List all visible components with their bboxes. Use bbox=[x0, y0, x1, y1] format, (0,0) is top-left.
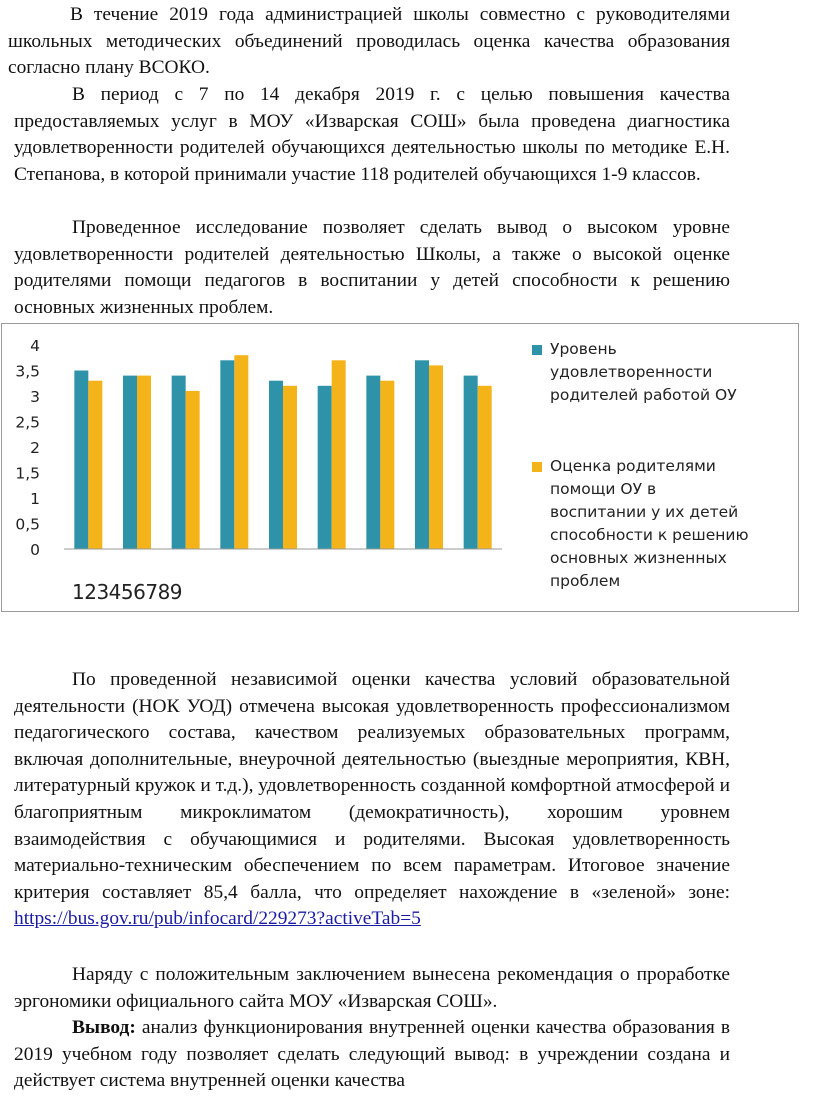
paragraph-recommendation: Наряду с положительным заключением вынесена рекомендация о проработке эргономики официального сайта МОУ «Изварская СОШ». bbox=[14, 964, 730, 1012]
bar-chart bbox=[1, 323, 799, 612]
chart-legend bbox=[532, 338, 757, 593]
bar-series-2-cat-7 bbox=[380, 381, 394, 549]
bar-series-2-cat-2 bbox=[137, 376, 151, 549]
legend-item-series-2 bbox=[532, 455, 757, 593]
conclusion-text: анализ функционирования внутренней оценки качества образования в 2019 учебном году позволяет сделать следующий вывод: в учреждении создана и действует система внутренней оценки качества bbox=[14, 1017, 730, 1092]
bar-series-2-cat-6 bbox=[332, 360, 346, 549]
y-tick-label: 1 bbox=[30, 490, 40, 508]
bar-series-1-cat-9 bbox=[464, 376, 478, 549]
bar-series-1-cat-4 bbox=[220, 360, 234, 549]
y-tick-label: 4 bbox=[30, 337, 40, 355]
y-tick-label: 3,5 bbox=[15, 362, 40, 381]
y-tick-label: 0,5 bbox=[15, 515, 40, 534]
legend-swatch-series-1 bbox=[532, 345, 542, 355]
bus-gov-link[interactable]: https://bus.gov.ru/pub/infocard/229273?activeTab=5 bbox=[14, 908, 421, 930]
bar-series-2-cat-9 bbox=[478, 386, 492, 549]
bar-series-2-cat-1 bbox=[88, 381, 102, 549]
legend-swatch-series-2 bbox=[532, 462, 542, 472]
bar-series-1-cat-8 bbox=[415, 360, 429, 549]
bar-series-2-cat-4 bbox=[234, 355, 248, 549]
y-tick-label: 0 bbox=[30, 541, 40, 559]
bar-series-2-cat-5 bbox=[283, 386, 297, 549]
paragraph-nok-uod bbox=[14, 667, 730, 933]
bar-series-1-cat-6 bbox=[318, 386, 332, 549]
paragraph-conclusion: Проведенное исследование позволяет сделать вывод о высоком уровне удовлетворенности родителей деятельностью Школы, а также о высокой оценке родителями помощи педагогов в воспитании у детей способности к решению основных жизненных проблем. bbox=[14, 217, 730, 318]
bar-series-1-cat-5 bbox=[269, 381, 283, 549]
y-tick-label: 1,5 bbox=[15, 464, 40, 483]
legend-label-series-2: Оценка родителями помощи ОУ в воспитании у их детей способности к решению основных жизненных проблем bbox=[550, 457, 749, 590]
bar-series-1-cat-7 bbox=[366, 376, 380, 549]
paragraph-intro: В течение 2019 года администрацией школы совместно с руководителями школьных методических объединений проводилась оценка качества образования согласно плану ВСОКО. bbox=[8, 4, 730, 79]
bar-series-1-cat-2 bbox=[123, 376, 137, 549]
y-tick-label: 3 bbox=[30, 388, 40, 406]
bar-series-2-cat-3 bbox=[186, 391, 200, 549]
category-labels: 123456789 bbox=[72, 580, 183, 604]
chart-plot bbox=[2, 324, 522, 611]
paragraph-survey: В период с 7 по 14 декабря 2019 г. с целью повышения качества предоставляемых услуг в МОУ «Изварская СОШ» была проведена диагностика удовлетворенности родителей обучающихся деятельностью школы по методике Е.Н. Степанова, в которой принимали участие 118 родителей обучающихся 1-9 классов. bbox=[14, 84, 730, 185]
bar-series-2-cat-8 bbox=[429, 365, 443, 549]
bar-series-1-cat-3 bbox=[172, 376, 186, 549]
conclusion-label: Вывод: bbox=[72, 1017, 136, 1038]
legend-label-series-1: Уровень удовлетворенности родителей работой ОУ bbox=[550, 340, 737, 404]
y-tick-label: 2,5 bbox=[15, 413, 40, 432]
bar-series-1-cat-1 bbox=[74, 371, 88, 550]
legend-item-series-1 bbox=[532, 338, 757, 407]
nok-uod-text: По проведенной независимой оценки качества условий образовательной деятельности (НОК УОД) отмечена высокая удовлетворенность профессионализмом педагогического состава, качеством реализуемых образовательных программ, включая дополнительные, внеурочной деятельностью (выездные мероприятия, КВН, литературный кружок и т.д.), удовлетворенность созданной комфортной атмосферой и благоприятным микроклиматом (демократичность), хорошим уровнем взаимодействия с обучающимися и родителями. Высокая удовлетворенность материально-техническим обеспечением по всем параметрам. Итоговое значение критерия составляет 85,4 балла, что определяет нахождение в «зеленой» зоне: bbox=[14, 669, 731, 903]
paragraph-final-conclusion bbox=[14, 1015, 730, 1095]
y-tick-label: 2 bbox=[30, 439, 40, 457]
